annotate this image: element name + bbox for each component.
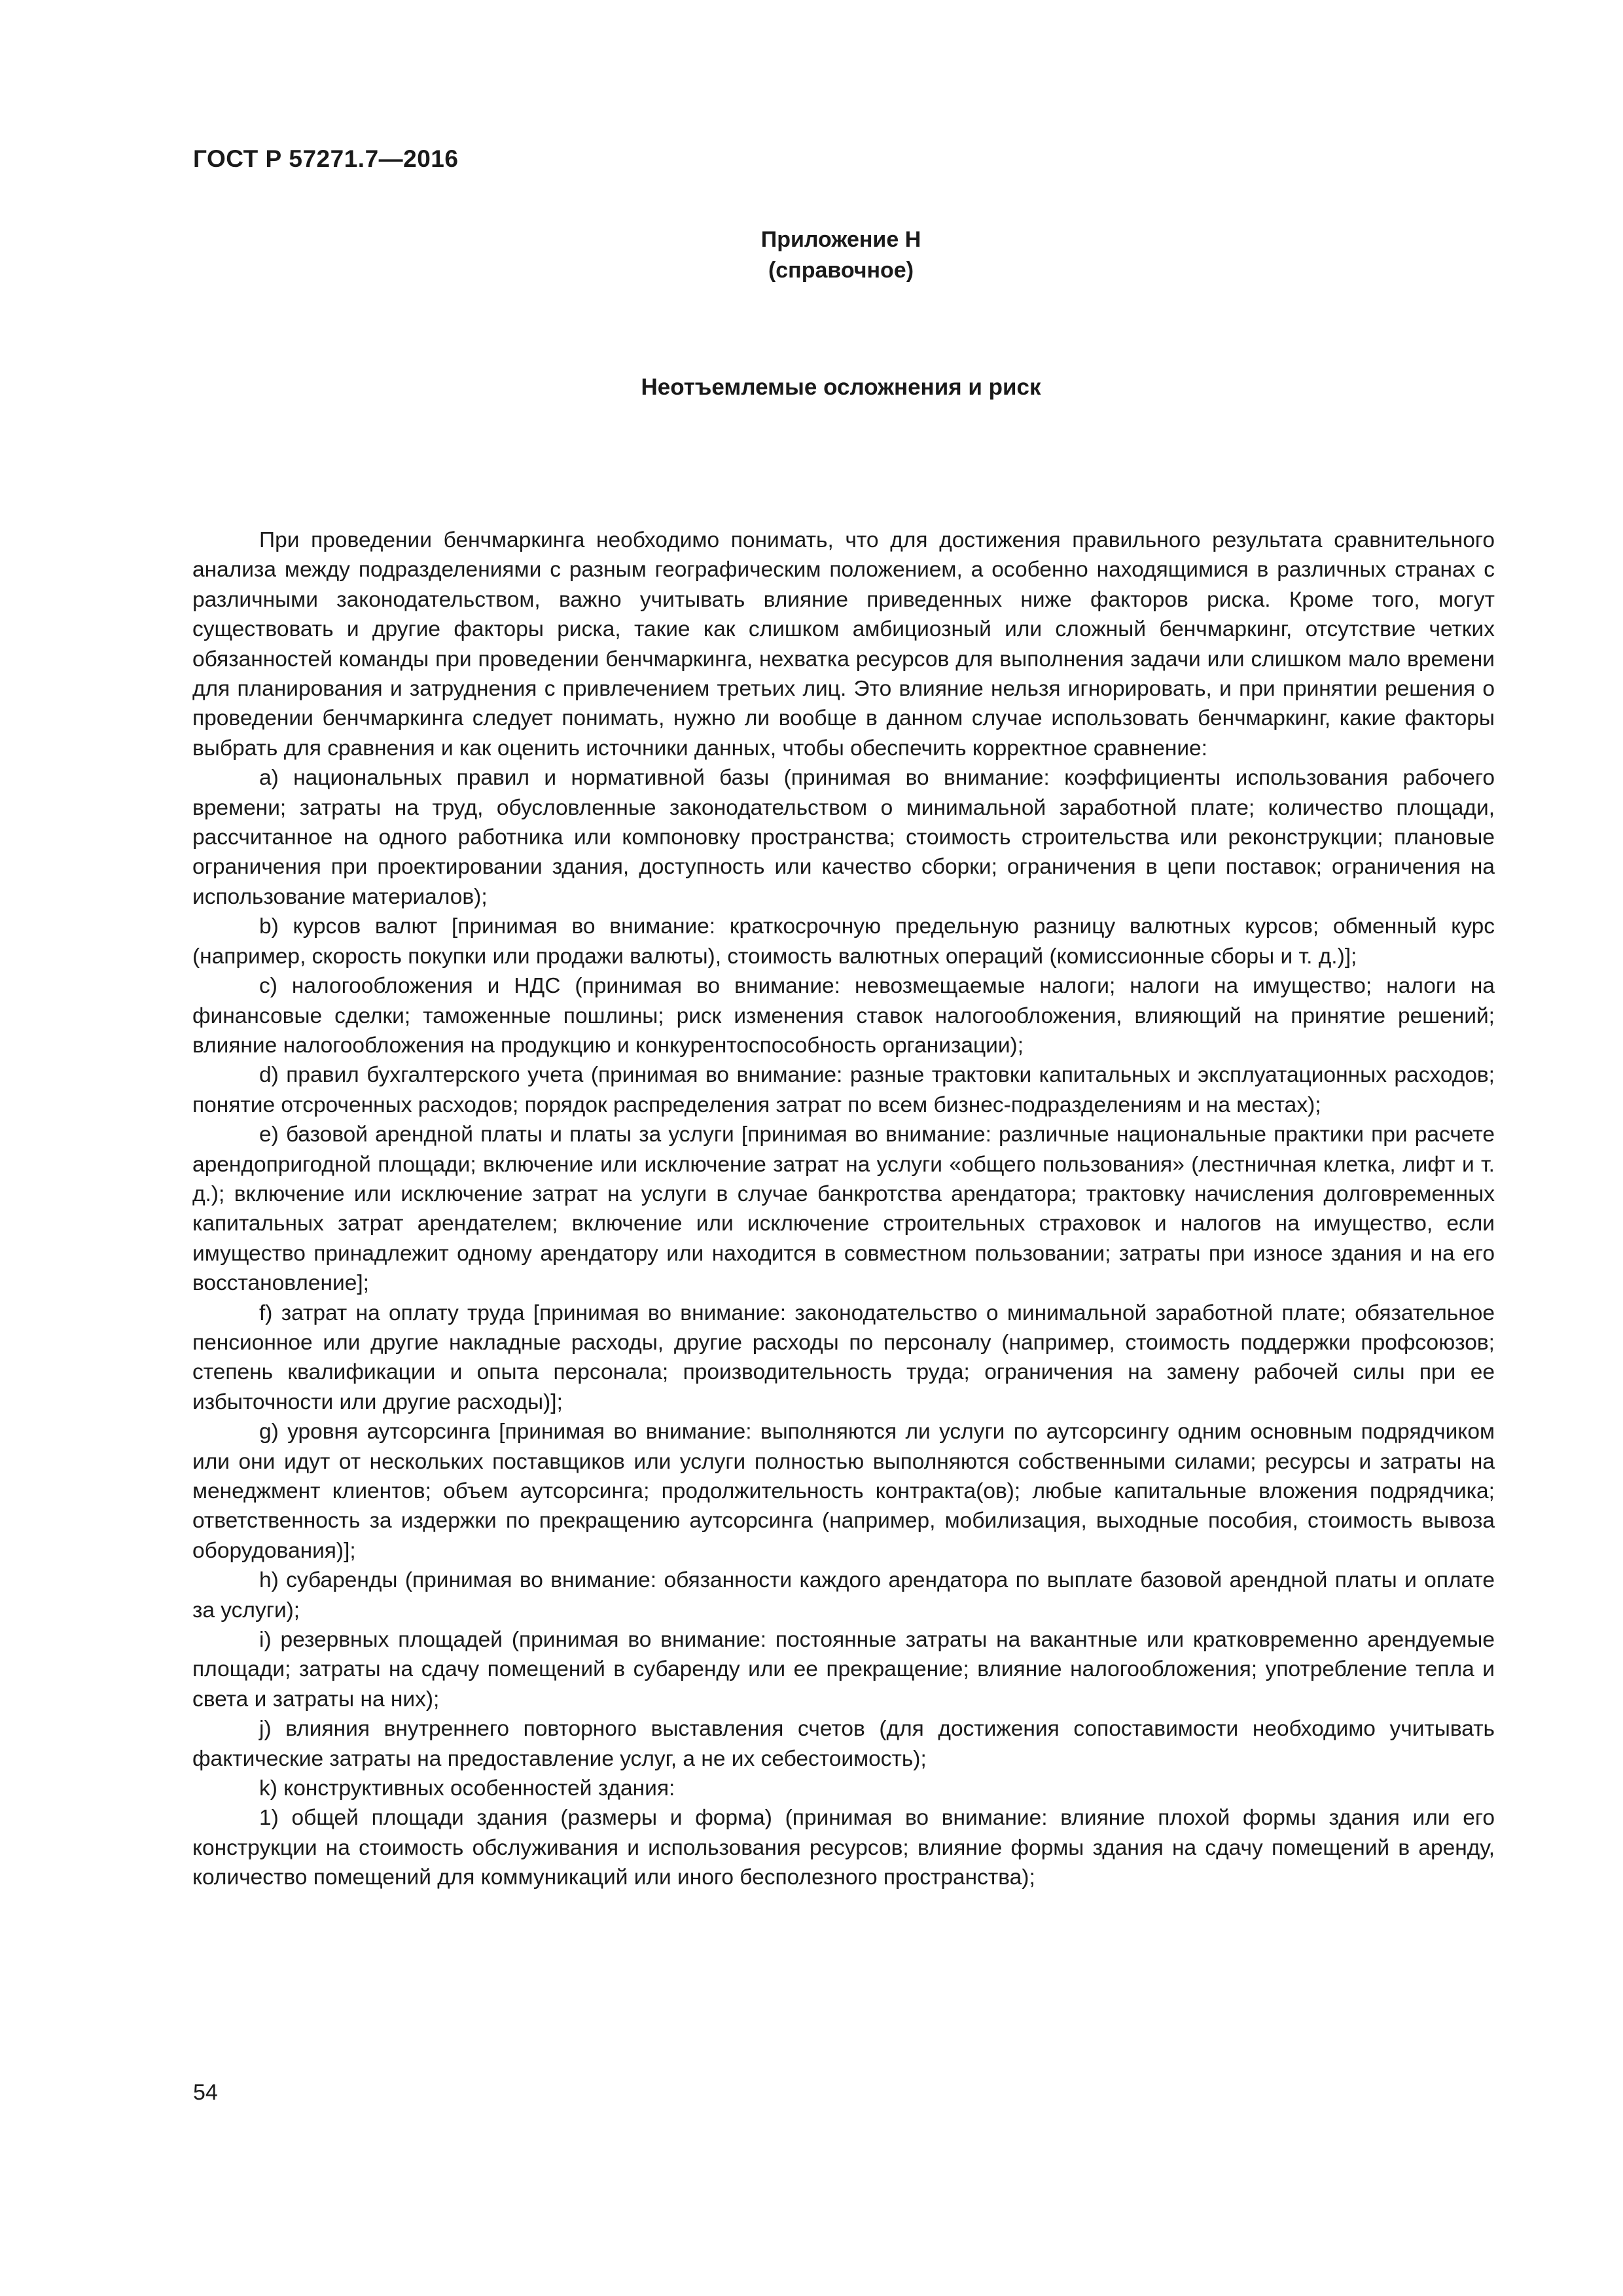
document-code: ГОСТ Р 57271.7—2016	[193, 145, 459, 172]
intro-paragraph: При проведении бенчмаркинга необходимо понимать, что для достижения правильного результата сравнительного анализа между подразделениями с разным географическим положением, а особенно находящимися в различных странах с различными законодательством, важно учитывать влияние приведенных ниже факторов риска. Кроме того, могут существовать и другие факторы риска, такие как слишком амбициозный или сложный бенчмаркинг, отсутствие четких обязанностей команды при проведении бенчмаркинга, нехватка ресурсов для выполнения задачи или слишком мало времени для планирования и затруднения с привлечением третьих лиц. Это влияние нельзя игнорировать, и при принятии решения о проведении бенчмаркинга следует понимать, нужно ли вообще в данном случае использовать бенчмаркинг, какие факторы выбрать для сравнения и как оценить источники данных, чтобы обеспечить корректное сравнение:	[192, 528, 1495, 761]
section-title: Неотъемлемые осложнения и риск	[641, 374, 1041, 400]
list-item-k: k) конструктивных особенностей здания:	[259, 1776, 675, 1801]
list-item-b: b) курсов валют [принимая во внимание: краткосрочную предельную разницу валютных курсов; обменный курс (например, скорость покупки или продажи валюты), стоимость валютных операций (комиссионные сборы и т. д.)];	[192, 914, 1495, 969]
list-item-c: c) налогообложения и НДС (принимая во внимание: невозмещаемые налоги; налоги на имущество; налоги на финансовые сделки; таможенные пошлины; риск изменения ставок налогообложения, влияющий на принятие решений; влияние налогообложения на продукцию и конкурентоспособность организации);	[192, 974, 1495, 1058]
list-item-k-1: 1) общей площади здания (размеры и форма) (принимая во внимание: влияние плохой формы здания или его конструкции на стоимость обслуживания и использования ресурсов; влияние формы здания на сдачу помещений в аренду, количество помещений для коммуникаций или иного бесполезного пространства);	[192, 1806, 1495, 1890]
list-item-j: j) влияния внутреннего повторного выставления счетов (для достижения сопоставимости необходимо учитывать фактические затраты на предоставление услуг, а не их себестоимость);	[192, 1717, 1495, 1771]
appendix-heading	[651, 224, 1031, 286]
list-item-i: i) резервных площадей (принимая во внимание: постоянные затраты на вакантные или кратковременно арендуемые площади; затраты на сдачу помещений в субаренду или ее прекращение; влияние налогообложения; употребление тепла и света и затраты на них);	[192, 1628, 1495, 1712]
appendix-type: (справочное)	[768, 258, 914, 283]
body-text	[192, 526, 1495, 1893]
list-item-f: f) затрат на оплату труда [принимая во внимание: законодательство о минимальной заработной плате; обязательное пенсионное или другие накладные расходы, другие расходы по персоналу (например, стоимость поддержки профсоюзов; степень квалификации и опыта персонала; производительность труда; ограничения на замену рабочей силы при ее избыточности или другие расходы)];	[192, 1300, 1495, 1414]
list-item-e: e) базовой арендной платы и платы за услуги [принимая во внимание: различные национальные практики при расчете арендопригодной площади; включение или исключение затрат на услуги «общего пользования» (лестничная клетка, лифт и т. д.); включение или исключение затрат на услуги в случае банкротства арендатора; трактовку начисления долговременных капитальных затрат арендателем; включение или исключение строительных страховок и налогов на имущество, если имущество принадлежит одному арендатору или находится в совместном пользовании; затраты при износе здания и на его восстановление];	[192, 1122, 1495, 1296]
list-item-a: a) национальных правил и нормативной базы (принимая во внимание: коэффициенты использования рабочего времени; затраты на труд, обусловленные законодательством о минимальной заработной плате; количество площади, рассчитанное на одного работника или компоновку пространства; стоимость строительства или реконструкции; плановые ограничения при проектировании здания, доступность или качество сборки; ограничения в цепи поставок; ограничения на использование материалов);	[192, 766, 1495, 909]
list-item-d: d) правил бухгалтерского учета (принимая во внимание: разные трактовки капитальных и эксплуатационных расходов; понятие отсроченных расходов; порядок распределения затрат по всем бизнес-подразделениям и на местах);	[192, 1063, 1495, 1117]
appendix-label: Приложение Н	[760, 227, 921, 252]
list-item-h: h) субаренды (принимая во внимание: обязанности каждого арендатора по выплате базовой арендной платы и оплате за услуги);	[192, 1568, 1495, 1623]
page-number: 54	[193, 2080, 218, 2105]
list-item-g: g) уровня аутсорсинга [принимая во внимание: выполняются ли услуги по аутсорсингу одним основным подрядчиком или они идут от нескольких поставщиков или услуги полностью выполняются собственными силами; ресурсы и затраты на менеджмент клиентов; объем аутсорсинга; продолжительность контракта(ов); любые капитальные вложения подрядчика; ответственность за издержки по прекращению аутсорсинга (например, мобилизация, выходные пособия, стоимость вывоза оборудования)];	[192, 1420, 1495, 1563]
